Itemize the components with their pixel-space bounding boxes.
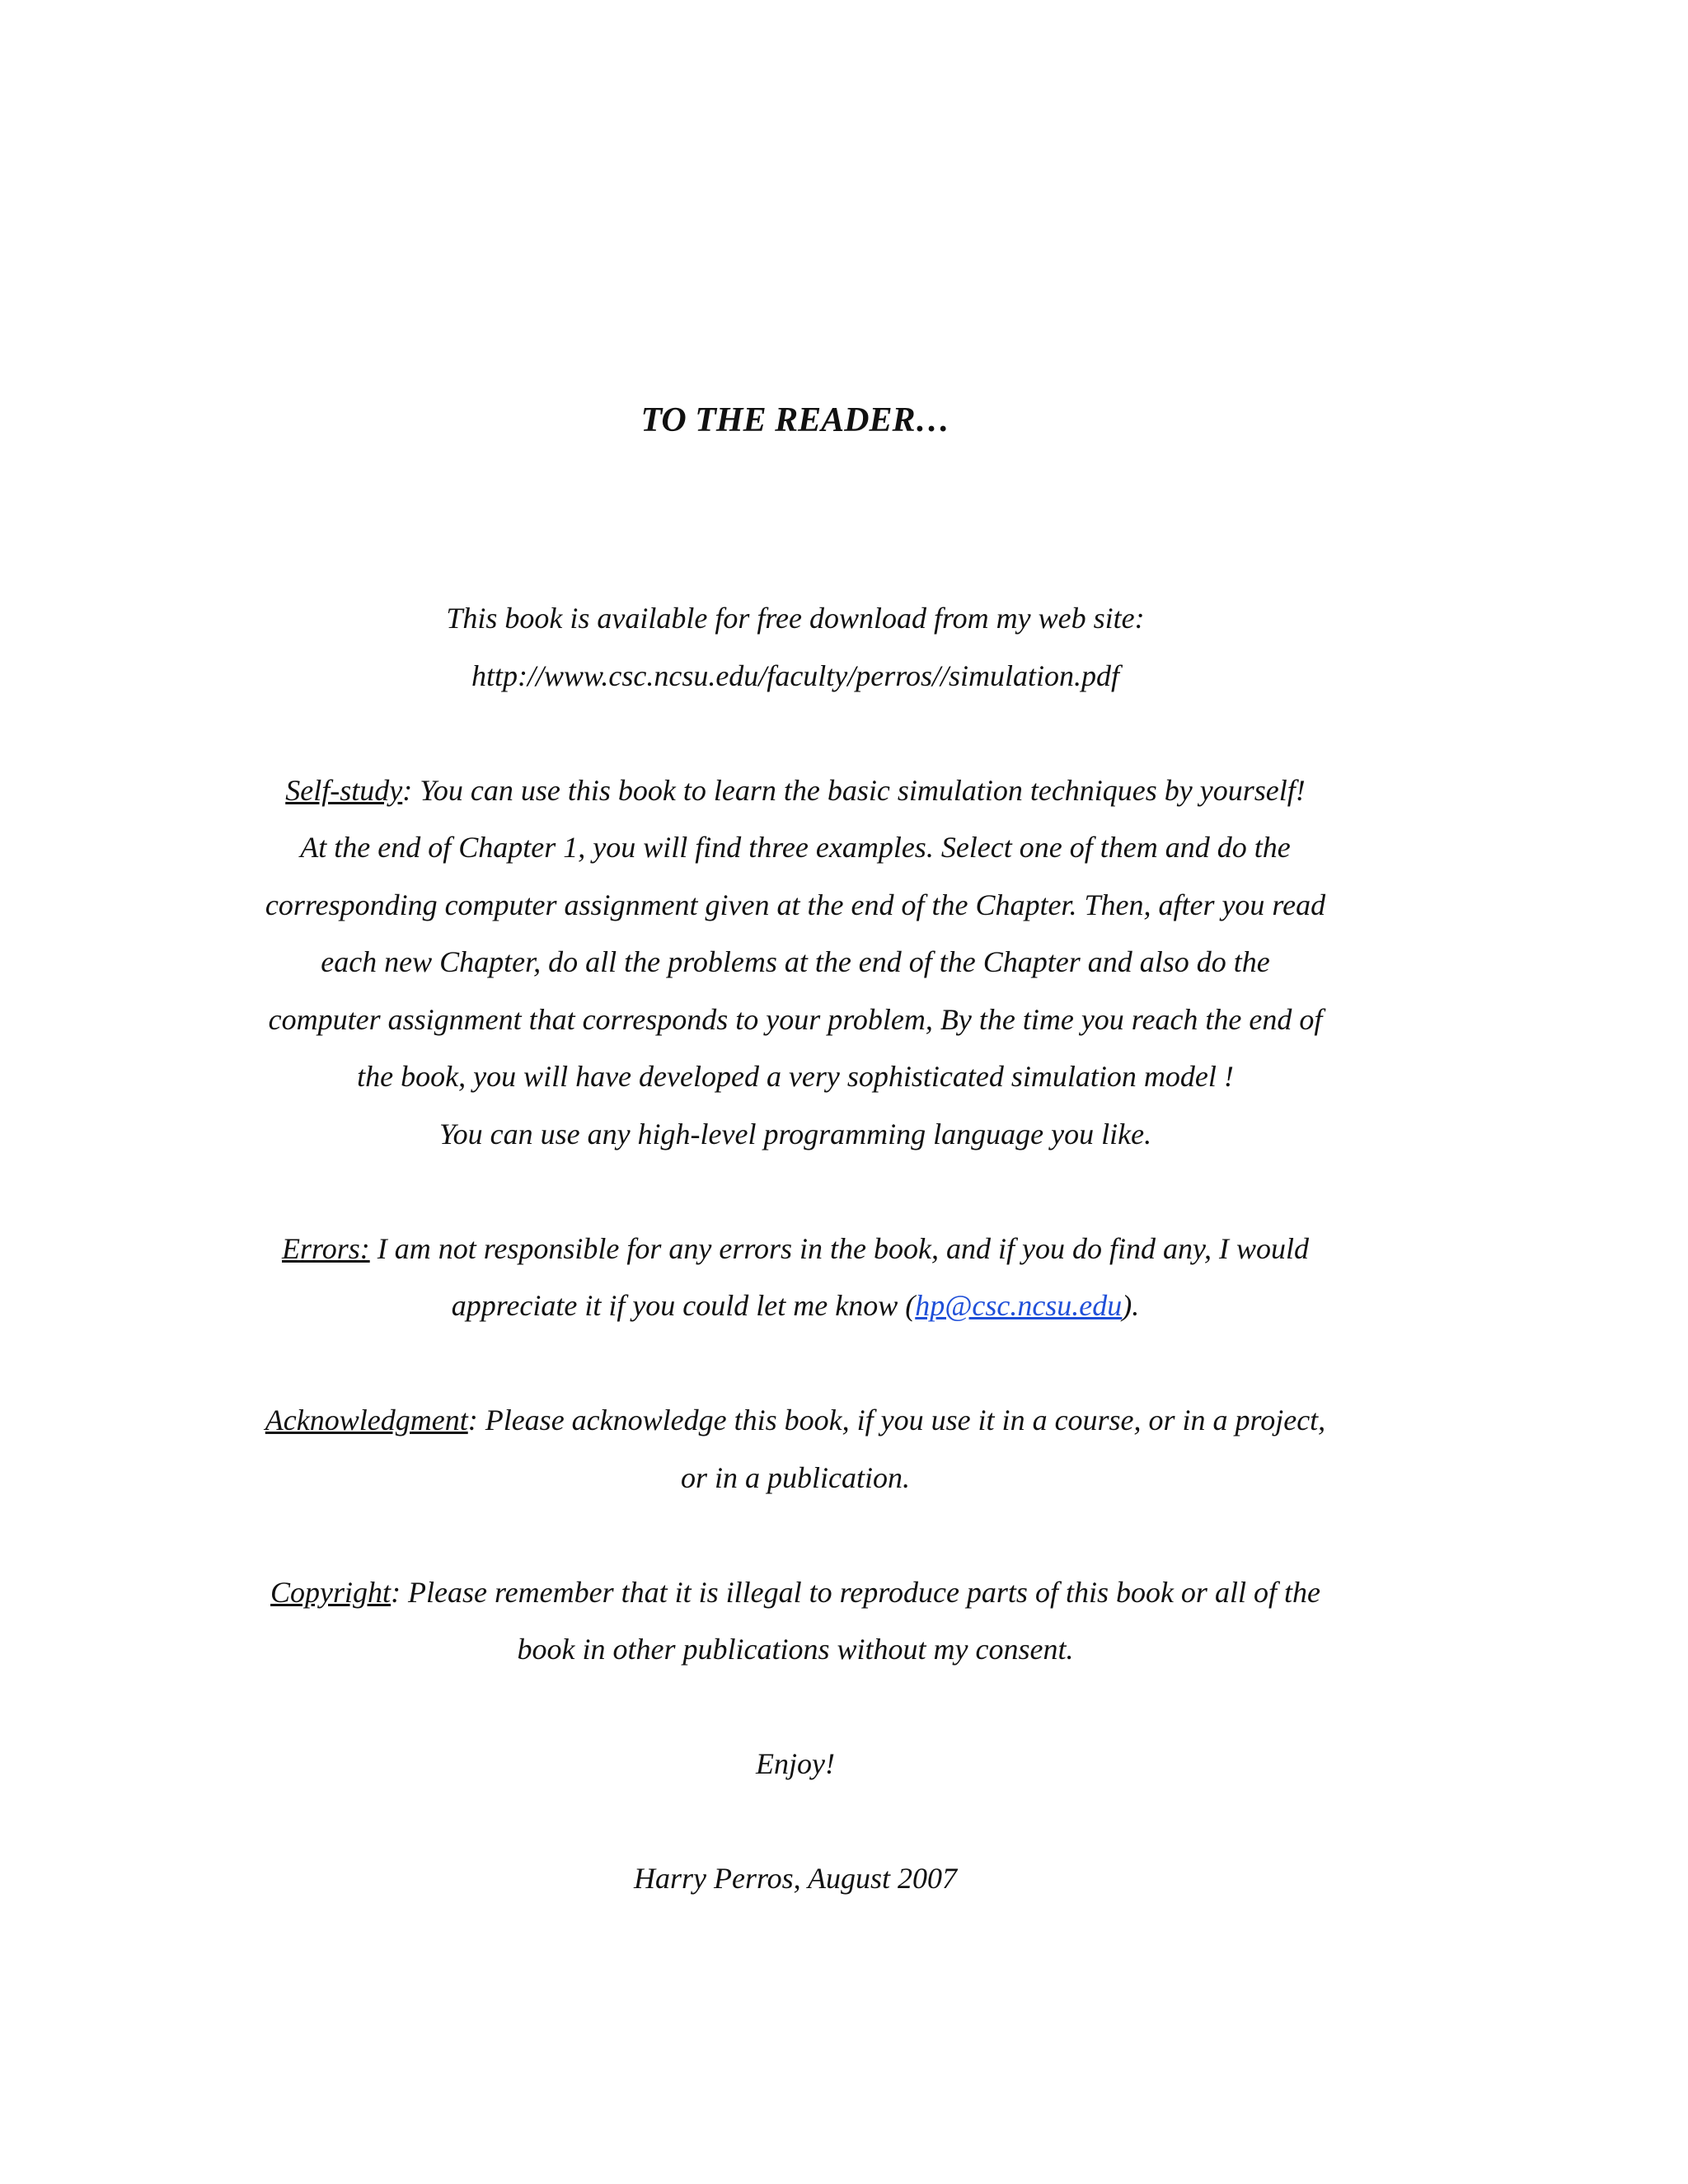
copyright-line-1 bbox=[165, 1564, 1426, 1622]
paragraph-spacer bbox=[165, 1679, 1426, 1736]
paragraph-spacer bbox=[165, 705, 1426, 762]
self-study-line-3: corresponding computer assignment given at the end of the Chapter. Then, after you read bbox=[265, 888, 1326, 921]
self-study-label: Self-study bbox=[285, 773, 403, 807]
paragraph-spacer bbox=[165, 1507, 1426, 1564]
author-signature: Harry Perros, August 2007 bbox=[633, 1862, 957, 1895]
errors-line-1 bbox=[165, 1221, 1426, 1278]
self-study-line-2: At the end of Chapter 1, you will find three examples. Select one of them and do the bbox=[300, 831, 1291, 864]
download-url: http://www.csc.ncsu.edu/faculty/perros//simulation.pdf bbox=[471, 658, 1119, 692]
self-study-text: : You can use this book to learn the basic simulation techniques by yourself! bbox=[402, 773, 1306, 807]
self-study-line-4: each new Chapter, do all the problems at the end of the Chapter and also do the bbox=[321, 945, 1270, 978]
errors-text-pre: appreciate it if you could let me know ( bbox=[451, 1289, 916, 1322]
acknowledgment-line-2: or in a publication. bbox=[681, 1460, 910, 1494]
closing-text: Enjoy! bbox=[756, 1747, 835, 1780]
self-study-line-5: computer assignment that corresponds to your problem, By the time you reach the end of bbox=[268, 1002, 1323, 1036]
self-study-line-7: You can use any high-level programming language you like. bbox=[438, 1117, 1152, 1151]
copyright-line-2: book in other publications without my consent. bbox=[517, 1633, 1074, 1666]
intro-line: This book is available for free download from my web site: bbox=[446, 602, 1145, 635]
paragraph-spacer bbox=[165, 1793, 1426, 1851]
document-body bbox=[165, 590, 1426, 1908]
errors-line-2 bbox=[165, 1277, 1426, 1335]
acknowledgment-line-1 bbox=[165, 1392, 1426, 1450]
self-study-line-6: the book, you will have developed a very sophisticated simulation model ! bbox=[357, 1060, 1234, 1093]
paragraph-spacer bbox=[165, 1335, 1426, 1393]
copyright-text: : Please remember that it is illegal to reproduce parts of this book or all of the bbox=[391, 1575, 1320, 1609]
acknowledgment-text: : Please acknowledge this book, if you use it in a course, or in a project, bbox=[467, 1404, 1326, 1436]
copyright-label: Copyright bbox=[270, 1575, 392, 1609]
page-title: TO THE READER… bbox=[640, 401, 950, 439]
errors-text: I am not responsible for any errors in the book, and if you do find any, I would bbox=[369, 1231, 1309, 1265]
errors-text-post: ). bbox=[1122, 1289, 1140, 1322]
errors-label: Errors: bbox=[282, 1231, 370, 1265]
self-study-line-1 bbox=[165, 762, 1426, 820]
paragraph-spacer bbox=[165, 1163, 1426, 1221]
acknowledgment-label: Acknowledgment bbox=[265, 1404, 468, 1436]
email-link[interactable]: hp@csc.ncsu.edu bbox=[915, 1289, 1123, 1322]
